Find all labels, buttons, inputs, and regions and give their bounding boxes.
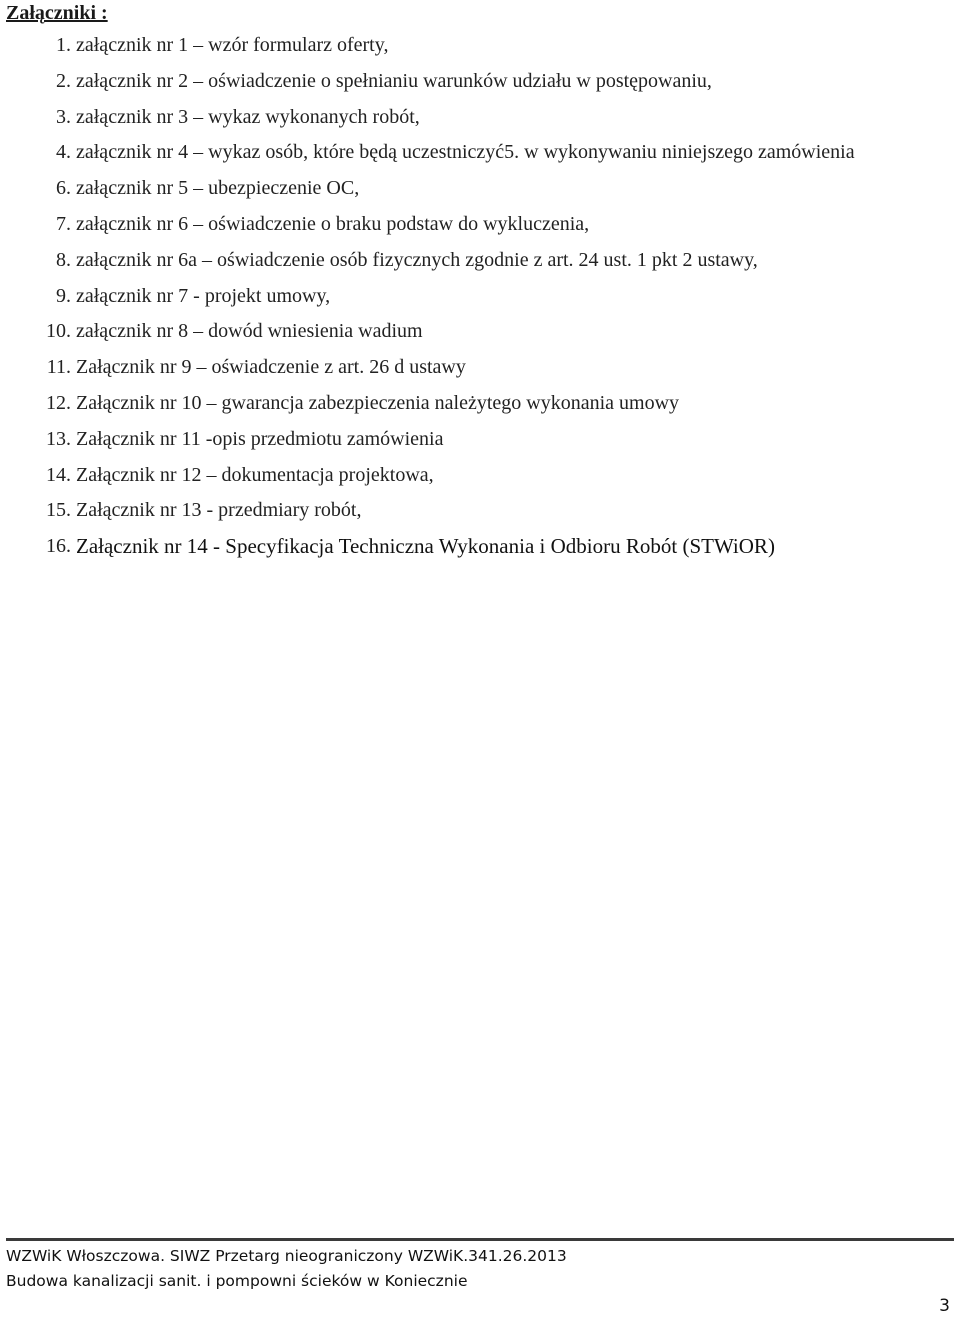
list-item-number: 3. xyxy=(56,105,71,128)
list-item-text: załącznik nr 5 – ubezpieczenie OC, xyxy=(76,177,360,200)
footer-divider xyxy=(6,1238,954,1241)
attachments-list xyxy=(0,28,960,565)
footer-project-title: Budowa kanalizacji sanit. i pompowni ścieków w Koniecznie xyxy=(6,1272,468,1290)
list-item xyxy=(0,422,960,458)
list-item-text: załącznik nr 2 – oświadczenie o spełnianiu warunków udziału w postępowaniu, xyxy=(76,69,712,92)
list-item-number: 12. xyxy=(46,391,71,414)
list-item-text: załącznik nr 6 – oświadczenie o braku podstaw do wykluczenia, xyxy=(76,212,590,235)
list-item-number: 1. xyxy=(56,34,71,56)
list-item xyxy=(0,100,960,136)
footer-reference: WZWiK Włoszczowa. SIWZ Przetarg nieograniczony WZWiK.341.26.2013 xyxy=(6,1247,567,1265)
list-item-text: załącznik nr 7 - projekt umowy, xyxy=(76,284,331,307)
list-item-text: załącznik nr 6a – oświadczenie osób fizycznych zgodnie z art. 24 ust. 1 pkt 2 ustawy, xyxy=(76,248,758,271)
list-item-number: 6. xyxy=(56,177,71,200)
list-item xyxy=(0,64,960,100)
list-item xyxy=(0,386,960,422)
list-item xyxy=(0,350,960,386)
list-item-number: 11. xyxy=(46,356,71,379)
list-item xyxy=(0,207,960,243)
list-item-number: 10. xyxy=(46,320,71,343)
list-item-number: 4. xyxy=(56,141,71,164)
list-item-text: załącznik nr 4 – wykaz osób, które będą uczestniczyć5. w wykonywaniu niniejszego zamówienia xyxy=(76,141,855,164)
list-item xyxy=(0,458,960,494)
list-item xyxy=(0,135,960,171)
list-item xyxy=(0,171,960,207)
list-item-text: Załącznik nr 11 -opis przedmiotu zamówienia xyxy=(76,427,444,450)
list-item-number: 9. xyxy=(56,284,71,307)
list-item xyxy=(0,493,960,529)
list-item-text: Załącznik nr 10 – gwarancja zabezpieczenia należytego wykonania umowy xyxy=(76,391,680,414)
attachments-heading: Załączniki : xyxy=(6,2,108,24)
list-item-text: Załącznik nr 9 – oświadczenie z art. 26 d ustawy xyxy=(76,356,466,379)
list-item xyxy=(0,314,960,350)
list-item-text: załącznik nr 1 – wzór formularz oferty, xyxy=(76,34,389,56)
list-item-text: załącznik nr 3 – wykaz wykonanych robót, xyxy=(76,105,420,128)
page-number: 3 xyxy=(939,1296,950,1316)
list-item-number: 2. xyxy=(56,69,71,92)
list-item-number: 16. xyxy=(46,535,71,558)
list-item-number: 14. xyxy=(46,463,71,486)
list-item-number: 7. xyxy=(56,212,71,235)
list-item xyxy=(0,279,960,315)
list-item-text: załącznik nr 8 – dowód wniesienia wadium xyxy=(76,320,423,343)
list-item xyxy=(0,529,960,565)
list-item-text: Załącznik nr 13 - przedmiary robót, xyxy=(76,499,362,522)
list-item-number: 15. xyxy=(46,499,71,522)
list-item xyxy=(0,243,960,279)
list-item-text: Załącznik nr 14 - Specyfikacja Techniczna Wykonania i Odbioru Robót (STWiOR) xyxy=(76,534,775,559)
list-item-number: 8. xyxy=(56,248,71,271)
list-item xyxy=(0,28,960,64)
list-item-number: 13. xyxy=(46,427,71,450)
list-item-text: Załącznik nr 12 – dokumentacja projektowa, xyxy=(76,463,434,486)
